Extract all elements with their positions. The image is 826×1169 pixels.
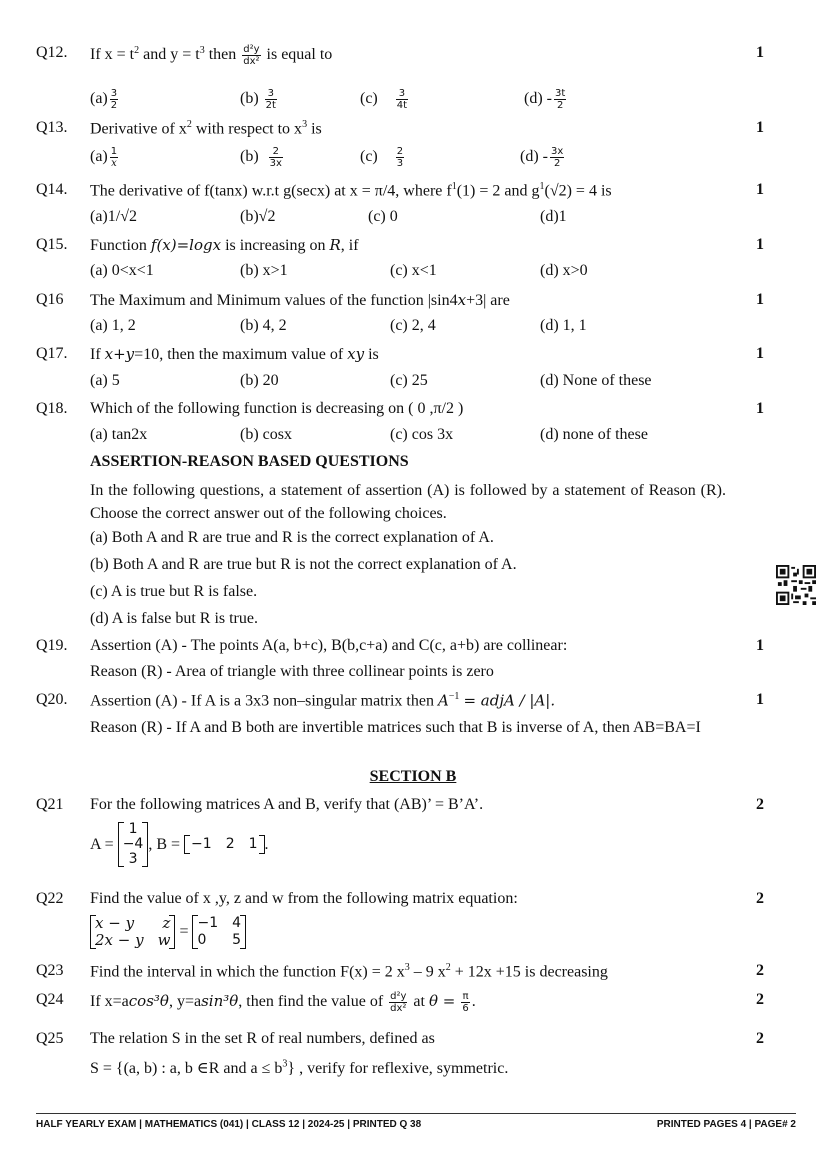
q23-text: Find the interval in which the function F(x) = 2 $x^3 - 9$ $x^2 + 12x +15$ is decreasing bbox=[90, 962, 608, 981]
q16-option-b: (b) 4, 2 bbox=[240, 317, 287, 334]
q17-option-c: (c) 25 bbox=[390, 372, 428, 389]
q17-option-a: (a) 5 bbox=[90, 372, 120, 389]
q21-matrices: A = 1 −4 3 , B = −1 2 1 . bbox=[90, 821, 269, 867]
q18-option-d: (d) none of these bbox=[540, 426, 648, 443]
q16-option-c: (c) 2, 4 bbox=[390, 317, 436, 334]
q25-number: Q25 bbox=[36, 1030, 64, 1047]
q15-option-d: (d) x>0 bbox=[540, 262, 588, 279]
q18-marks: 1 bbox=[756, 400, 764, 417]
q23-marks: 2 bbox=[756, 962, 764, 979]
q25-relation: S = {(a, b) : a, b ∈R and $a \le b^3$} , verify for reflexive, symmetric. bbox=[90, 1058, 509, 1077]
q15-option-b: (b) x>1 bbox=[240, 262, 288, 279]
q20-assertion: Assertion (A) - If A is a 3x3 non–singular matrix then $A^{-1}$ = adjA / |A|. bbox=[90, 691, 556, 710]
q16-number: Q16 bbox=[36, 291, 64, 308]
matrix-left: x − y z 2x − y w bbox=[90, 915, 175, 949]
q12-option-b: (b) $\frac{3}{2t}$ bbox=[240, 88, 276, 111]
q16-option-a: (a) 1, 2 bbox=[90, 317, 136, 334]
matrix-a: 1 −4 3 bbox=[118, 822, 149, 867]
matrix-right: −1 4 0 5 bbox=[192, 915, 246, 949]
q23-number: Q23 bbox=[36, 962, 64, 979]
q24-number: Q24 bbox=[36, 991, 64, 1008]
footer-page-info: PRINTED PAGES 4 | PAGE# 2 bbox=[656, 1119, 796, 1130]
q13-option-a: (a) $\frac{1}{x}$ bbox=[90, 146, 118, 169]
q17-text: If x+y=10, then the maximum value of xy is bbox=[90, 345, 379, 363]
q13-option-b: (b) $\frac{2}{3x}$ bbox=[240, 146, 282, 169]
q21-number: Q21 bbox=[36, 796, 64, 813]
q14-text: The derivative of f(tanx) w.r.t g(secx) at x = π/4, where $f^1(1) = 2$ and $g^1(√2) = 4$ is bbox=[90, 181, 612, 200]
q14-marks: 1 bbox=[756, 181, 764, 198]
q14-number: Q14. bbox=[36, 181, 68, 198]
q12-text: If $x = t^2$ and $y = t^3$ then $\frac{\text{d²y}}{\text{dx²}}$ is equal to bbox=[90, 44, 333, 67]
q14-option-d: (d)1 bbox=[540, 208, 567, 225]
assertion-choice-c: (c) A is true but R is false. bbox=[90, 583, 258, 600]
page-footer bbox=[36, 1113, 796, 1130]
q16-marks: 1 bbox=[756, 291, 764, 308]
assertion-reason-heading: ASSERTION-REASON BASED QUESTIONS bbox=[90, 453, 409, 470]
q25-text: The relation S in the set R of real numbers, defined as bbox=[90, 1030, 435, 1047]
assertion-intro: In the following questions, a statement of assertion (A) is followed by a statement of Reason (R). Choose the correct answer out of the following choices. bbox=[90, 482, 726, 522]
q12-option-c: (c) $\frac{3}{4t}$ bbox=[360, 88, 408, 111]
matrix-b: −1 2 1 bbox=[184, 835, 264, 854]
q15-option-c: (c) x<1 bbox=[390, 262, 437, 279]
q16-text: The Maximum and Minimum values of the function |sin4x+3| are bbox=[90, 291, 510, 309]
assertion-choice-d: (d) A is false but R is true. bbox=[90, 610, 258, 627]
q19-marks: 1 bbox=[756, 637, 764, 654]
q19-reason: Reason (R) - Area of triangle with three collinear points is zero bbox=[90, 663, 494, 680]
q18-text: Which of the following function is decreasing on ( 0 ,π/2 ) bbox=[90, 400, 464, 417]
q22-number: Q22 bbox=[36, 890, 64, 907]
q12-option-a: (a) $\frac{3}{2}$ bbox=[90, 88, 118, 111]
assertion-choice-a: (a) Both A and R are true and R is the correct explanation of A. bbox=[90, 529, 494, 546]
q14-option-c: (c) 0 bbox=[368, 208, 398, 225]
qr-code-icon bbox=[776, 565, 816, 605]
q15-text: Function f(x)=logx is increasing on R, if bbox=[90, 236, 359, 254]
q12-number: Q12. bbox=[36, 44, 68, 61]
q24-text: If x=acos³θ, y=asin³θ, then find the value of $\frac{\text{d²y}}{\text{dx²}}$ at θ = $\frac{\pi}{6}$ . bbox=[90, 991, 476, 1014]
d2y-dx2-fraction: $\frac{\text{d²y}}{\text{dx²}}$ bbox=[243, 44, 260, 67]
q19-assertion: Assertion (A) - The points A(a, b+c), B(b,c+a) and C(c, a+b) are collinear: bbox=[90, 637, 568, 654]
q15-option-a: (a) 0<x<1 bbox=[90, 262, 154, 279]
q17-number: Q17. bbox=[36, 345, 68, 362]
q18-number: Q18. bbox=[36, 400, 68, 417]
q15-number: Q15. bbox=[36, 236, 68, 253]
q22-matrix-equation: x − y z 2x − y w = −1 4 0 5 bbox=[90, 915, 246, 949]
q16-option-d: (d) 1, 1 bbox=[540, 317, 587, 334]
q22-text: Find the value of x ,y, z and w from the following matrix equation: bbox=[90, 890, 518, 907]
assertion-choice-b: (b) Both A and R are true but R is not the correct explanation of A. bbox=[90, 556, 517, 573]
q17-marks: 1 bbox=[756, 345, 764, 362]
q13-option-d: (d) - $\frac{3x}{2}$ bbox=[520, 146, 564, 169]
q17-option-d: (d) None of these bbox=[540, 372, 652, 389]
q25-marks: 2 bbox=[756, 1030, 764, 1047]
q13-option-c: (c) $\frac{2}{3}$ bbox=[360, 146, 404, 169]
q13-text: Derivative of $x^2$ with respect to $x^3$ is bbox=[90, 119, 322, 138]
q14-option-a: (a)1/√2 bbox=[90, 208, 137, 225]
q13-number: Q13. bbox=[36, 119, 68, 136]
q12-option-d: (d) - $\frac{3t}{2}$ bbox=[524, 88, 566, 111]
q22-marks: 2 bbox=[756, 890, 764, 907]
q15-marks: 1 bbox=[756, 236, 764, 253]
q18-option-a: (a) tan2x bbox=[90, 426, 148, 443]
q20-number: Q20. bbox=[36, 691, 68, 708]
q21-text: For the following matrices A and B, verify that (AB)’ = B’A’. bbox=[90, 796, 484, 813]
q19-number: Q19. bbox=[36, 637, 68, 654]
q24-marks: 2 bbox=[756, 991, 764, 1008]
q18-option-c: (c) cos 3x bbox=[390, 426, 454, 443]
q20-reason: Reason (R) - If A and B both are invertible matrices such that B is inverse of A, then AB=BA=I bbox=[90, 719, 701, 736]
q20-marks: 1 bbox=[756, 691, 764, 708]
footer-exam-info: HALF YEARLY EXAM | MATHEMATICS (041) | CLASS 12 | 2024-25 | PRINTED Q 38 bbox=[36, 1119, 422, 1130]
q21-marks: 2 bbox=[756, 796, 764, 813]
q18-option-b: (b) cosx bbox=[240, 426, 292, 443]
q17-option-b: (b) 20 bbox=[240, 372, 279, 389]
q12-marks: 1 bbox=[756, 44, 764, 61]
q13-marks: 1 bbox=[756, 119, 764, 136]
q14-option-b: (b)√2 bbox=[240, 208, 276, 225]
section-b-title: SECTION B bbox=[369, 768, 457, 785]
